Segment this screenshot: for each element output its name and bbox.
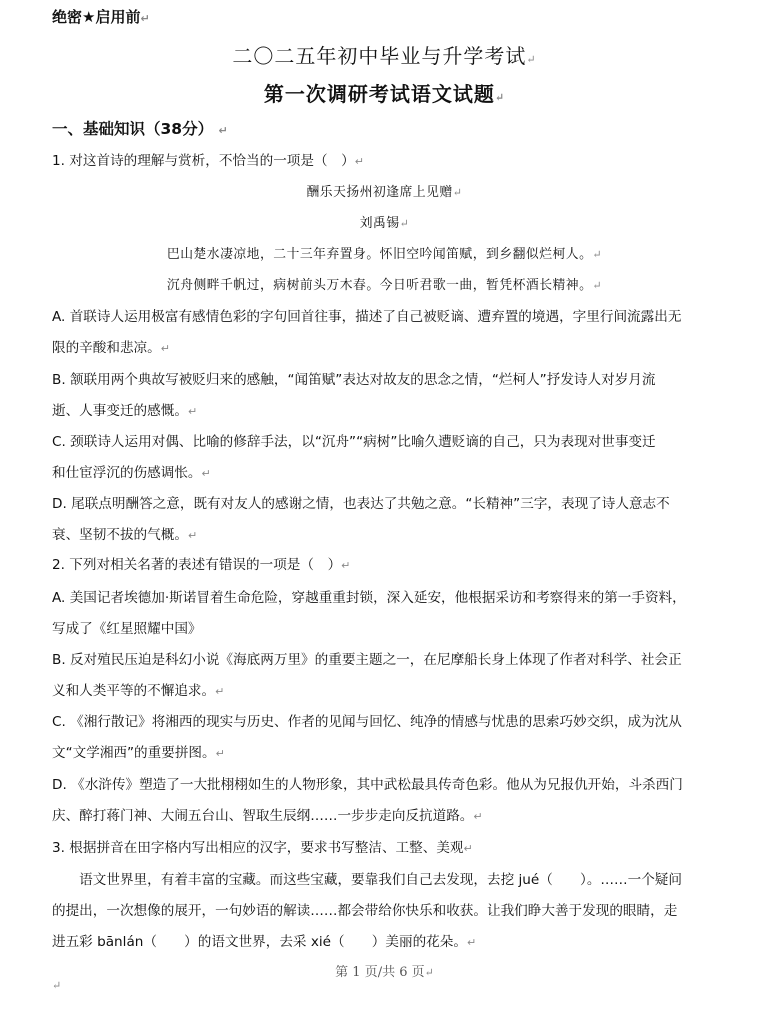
exam-title: 二〇二五年初中毕业与升学考试↵ — [232, 44, 537, 68]
page-number: 第 1 页/共 6 页↵ — [335, 965, 434, 980]
q1-option-d-cont: 衰、坚韧不拔的气概。↵ — [52, 527, 198, 543]
q2-option-b-cont: 义和人类平等的不懈追求。↵ — [52, 683, 225, 699]
confidential-label: 绝密★启用前↵ — [52, 8, 150, 26]
q2-option-a: A. 美国记者埃德加·斯诺冒着生命危险，穿越重重封锁，深入延安，他根据采访和考察得来的第一手资料， — [52, 590, 686, 606]
q2-option-a-cont: 写成了《红星照耀中国》 — [52, 621, 202, 637]
q1-option-a: A. 首联诗人运用极富有感情色彩的字句回首往事，描述了自己被贬谪、遭弃置的境遇，字里行间流露出无 — [52, 309, 682, 325]
paragraph-mark: ↵ — [52, 979, 62, 992]
poem-line: 沉舟侧畔千帆过，病树前头万木春。今日听君歌一曲，暂凭杯酒长精神。↵ — [166, 278, 603, 293]
q2-option-c: C. 《湘行散记》将湘西的现实与历史、作者的见闻与回忆、纯净的情感与忧患的思索巧妙交织，成为沈从 — [52, 714, 682, 730]
q3-passage-line: 进五彩 bānlán（ ）的语文世界，去采 xié（ ）美丽的花朵。↵ — [52, 934, 477, 950]
q2-option-b: B. 反对殖民压迫是科幻小说《海底两万里》的重要主题之一，在尼摩船长身上体现了作者对科学、社会正 — [52, 652, 682, 668]
q1-option-d: D. 尾联点明酬答之意，既有对友人的感谢之情，也表达了共勉之意。“长精神”三字，表现了诗人意志不 — [52, 496, 670, 512]
section-heading: 一、基础知识（38分） ↵ — [52, 120, 228, 138]
question-3-stem: 3. 根据拼音在田字格内写出相应的汉字，要求书写整洁、工整、美观↵ — [52, 840, 473, 856]
q2-option-d-cont: 庆、醉打蒋门神、大闹五台山、智取生辰纲……一步步走向反抗道路。↵ — [52, 808, 483, 824]
q2-option-d: D. 《水浒传》塑造了一大批栩栩如生的人物形象，其中武松最具传奇色彩。他从为兄报仇开始，斗杀西门 — [52, 777, 683, 793]
question-1-stem: 1. 对这首诗的理解与赏析，不恰当的一项是（ ）↵ — [52, 153, 364, 169]
q1-option-b-cont: 逝、人事变迁的感慨。↵ — [52, 403, 198, 419]
question-2-stem: 2. 下列对相关名著的表述有错误的一项是（ ）↵ — [52, 557, 351, 573]
poem-line: 巴山楚水凄凉地，二十三年弃置身。怀旧空吟闻笛赋，到乡翻似烂柯人。↵ — [166, 247, 603, 262]
q2-option-c-cont: 文“文学湘西”的重要拼图。↵ — [52, 745, 225, 761]
q3-passage-line: 语文世界里，有着丰富的宝藏。而这些宝藏，要靠我们自己去发现，去挖 jué（ ）。……一个疑问 — [52, 872, 682, 888]
poem-author: 刘禹锡↵ — [359, 216, 410, 231]
exam-subtitle: 第一次调研考试语文试题↵ — [263, 82, 506, 106]
poem-title: 酬乐天扬州初逢席上见赠↵ — [306, 185, 463, 200]
q1-option-b: B. 颔联用两个典故写被贬归来的感触，“闻笛赋”表达对故友的思念之情，“烂柯人”抒发诗人对岁月流 — [52, 372, 656, 388]
q1-option-c: C. 颈联诗人运用对偶、比喻的修辞手法，以“沉舟”“病树”比喻久遭贬谪的自己，只为表现对世事变迁 — [52, 434, 656, 450]
q1-option-c-cont: 和仕宦浮沉的伤感调怅。↵ — [52, 465, 211, 481]
q1-option-a-cont: 限的辛酸和悲凉。↵ — [52, 340, 170, 356]
q3-passage-line: 的提出，一次想像的展开，一句妙语的解读……都会带给你快乐和收获。让我们睁大善于发现的眼睛，走 — [52, 903, 678, 919]
